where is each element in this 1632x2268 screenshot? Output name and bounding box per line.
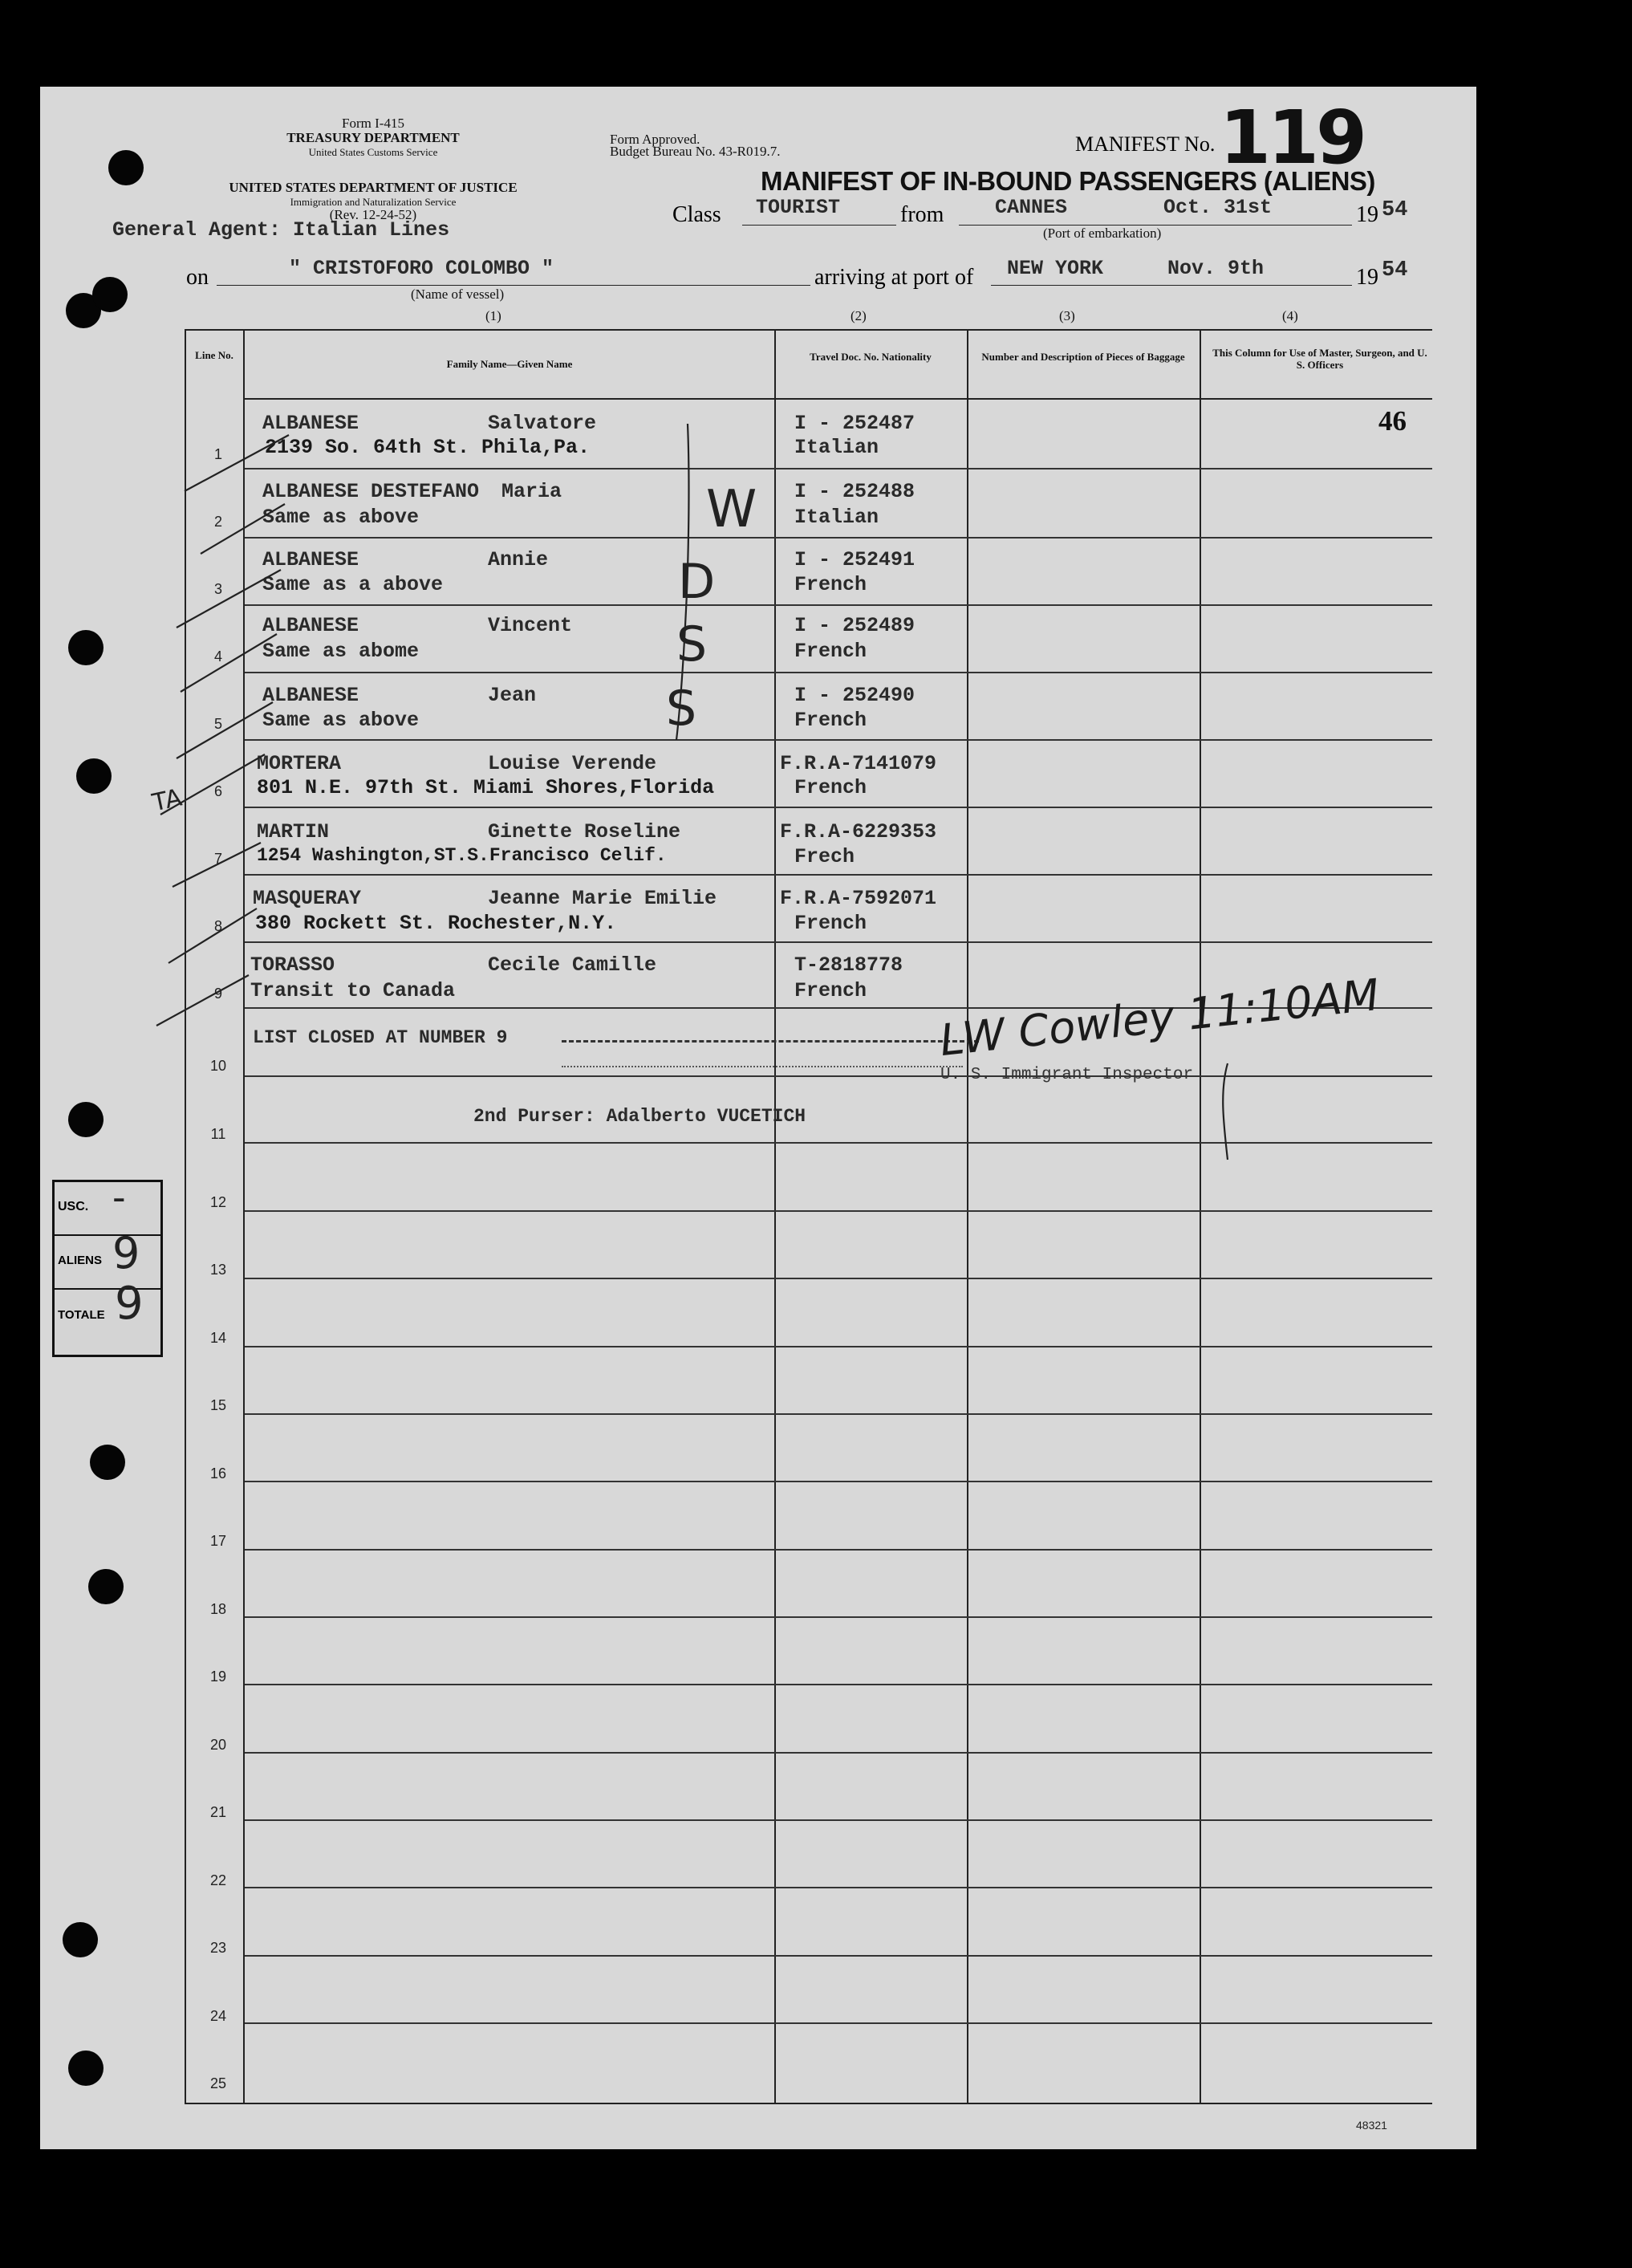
- treasury-dept: TREASURY DEPARTMENT: [286, 130, 460, 145]
- given-name: Jean: [488, 684, 537, 707]
- col-num-2: (2): [851, 308, 867, 323]
- given-name: Maria: [501, 480, 562, 503]
- manifest-label: MANIFEST No.: [1075, 132, 1216, 156]
- travel-doc: I - 252488: [794, 480, 915, 503]
- tally-usc-label: USC.: [58, 1200, 89, 1213]
- given-name: Jeanne Marie Emilie: [488, 887, 717, 910]
- nationality: French: [794, 979, 867, 1002]
- line-number: 15: [209, 1397, 227, 1413]
- list-closed: LIST CLOSED AT NUMBER 9: [253, 1027, 508, 1048]
- inspector-signature: LW Cowley 11:10AM: [937, 969, 1382, 1066]
- handwritten-code: S: [666, 681, 697, 737]
- line-number: 4: [213, 648, 222, 665]
- address: 2139 So. 64th St. Phila,Pa.: [265, 436, 591, 459]
- page-mark: 46: [1378, 405, 1407, 437]
- arrival-year-suffix: 54: [1382, 258, 1408, 282]
- line-number: 6: [213, 783, 222, 799]
- footer-code: 48321: [1356, 2119, 1387, 2132]
- travel-doc: F.R.A-7592071: [780, 887, 937, 910]
- address: Same as above: [262, 709, 420, 732]
- arrival-port: NEW YORK: [1007, 257, 1104, 280]
- header-officers: This Column for Use of Master, Surgeon, and U. S. Officers: [1212, 347, 1427, 371]
- budget-bureau: Budget Bureau No. 43-R019.7.: [610, 144, 781, 159]
- nationality: French: [794, 912, 867, 935]
- line-number: 12: [209, 1194, 227, 1210]
- form-number: Form I-415: [342, 116, 404, 131]
- travel-doc: F.R.A-7141079: [780, 752, 937, 775]
- line-number: 25: [209, 2075, 227, 2091]
- given-name: Ginette Roseline: [488, 820, 681, 843]
- from-port: CANNES: [995, 196, 1068, 219]
- handwritten-code: D: [678, 554, 716, 610]
- from-label: from: [900, 202, 944, 227]
- nationality: Italian: [794, 506, 879, 529]
- arrival-year-prefix: 19: [1356, 265, 1378, 290]
- address: Same as a above: [262, 573, 444, 596]
- given-name: Louise Verende: [488, 752, 657, 775]
- from-year-prefix: 19: [1356, 202, 1378, 227]
- line-number: 19: [209, 1668, 227, 1685]
- line-number: 14: [209, 1330, 227, 1346]
- address: 1254 Washington,ST.S.Francisco Celif.: [257, 845, 667, 866]
- justice-dept: UNITED STATES DEPARTMENT OF JUSTICE: [229, 180, 518, 195]
- nationality: Italian: [794, 436, 879, 459]
- header-baggage: Number and Description of Pieces of Baggage: [981, 351, 1185, 363]
- form-approved: Form Approved.: [610, 132, 700, 147]
- tally-aliens-label: ALIENS: [58, 1254, 103, 1267]
- family-name: ALBANESE: [262, 548, 359, 571]
- travel-doc: I - 252490: [794, 684, 915, 707]
- travel-doc: F.R.A-6229353: [780, 820, 937, 843]
- arriving-label: arriving at port of: [814, 265, 974, 290]
- address: 380 Rockett St. Rochester,N.Y.: [255, 912, 617, 935]
- inspector-label: U. S. Immigrant Inspector: [940, 1066, 1194, 1084]
- port-embarkation-label: (Port of embarkation): [1043, 226, 1162, 241]
- purser-note: 2nd Purser: Adalberto VUCETICH: [473, 1106, 806, 1127]
- line-number: 20: [209, 1737, 227, 1753]
- on-label: on: [186, 265, 209, 290]
- line-number: 7: [213, 851, 222, 867]
- col-num-3: (3): [1059, 308, 1075, 323]
- col-num-4: (4): [1282, 308, 1298, 323]
- given-name: Cecile Camille: [488, 953, 657, 977]
- nationality: French: [794, 640, 867, 663]
- line-number: 9: [213, 986, 222, 1002]
- nationality: French: [794, 776, 867, 799]
- header-name: Family Name—Given Name: [446, 358, 573, 370]
- customs-service: United States Customs Service: [308, 146, 438, 158]
- nationality: French: [794, 709, 867, 732]
- col-num-1: (1): [485, 308, 501, 323]
- family-name: TORASSO: [250, 953, 335, 977]
- from-year-suffix: 54: [1382, 198, 1408, 222]
- from-date: Oct. 31st: [1163, 196, 1273, 219]
- travel-doc: I - 252491: [794, 548, 915, 571]
- line-number: 23: [209, 1940, 227, 1956]
- family-name: ALBANESE: [262, 614, 359, 637]
- line-number: 17: [209, 1533, 227, 1549]
- class-value: TOURIST: [756, 196, 841, 219]
- address: 801 N.E. 97th St. Miami Shores,Florida: [257, 776, 715, 799]
- line-number: 10: [209, 1058, 227, 1074]
- line-number: 2: [213, 514, 222, 530]
- address: Same as abome: [262, 640, 420, 663]
- line-number: 24: [209, 2008, 227, 2024]
- manifest-number: 119: [1220, 95, 1365, 181]
- family-name: MARTIN: [257, 820, 330, 843]
- line-number: 11: [210, 1126, 226, 1142]
- given-name: Vincent: [488, 614, 573, 637]
- vessel-name: " CRISTOFORO COLOMBO ": [289, 257, 554, 280]
- travel-doc: I - 252487: [794, 412, 915, 435]
- family-name: MASQUERAY: [253, 887, 362, 910]
- tally-aliens-value: 9: [112, 1228, 140, 1278]
- line-number: 1: [213, 446, 222, 462]
- form-revision: (Rev. 12-24-52): [329, 207, 417, 222]
- handwritten-code: W: [706, 480, 757, 539]
- arrival-date: Nov. 9th: [1167, 257, 1265, 280]
- header-travel-doc: Travel Doc. No. Nationality: [810, 351, 932, 363]
- manifest-title: MANIFEST OF IN-BOUND PASSENGERS (ALIENS): [761, 166, 1375, 196]
- travel-doc: I - 252489: [794, 614, 915, 637]
- family-name: ALBANESE: [262, 684, 359, 707]
- line-number: 3: [213, 581, 222, 597]
- family-name: ALBANESE: [262, 412, 359, 435]
- ta-mark: TA: [149, 783, 185, 818]
- travel-doc: T-2818778: [794, 953, 903, 977]
- vessel-label: (Name of vessel): [411, 287, 505, 302]
- line-number: 16: [209, 1465, 227, 1482]
- line-number: 5: [213, 716, 222, 732]
- tally-total-label: TOTALE: [58, 1308, 105, 1322]
- line-number: 8: [213, 918, 222, 934]
- family-name: ALBANESE DESTEFANO: [262, 480, 480, 503]
- line-number: 18: [209, 1601, 227, 1617]
- line-number: 13: [209, 1262, 227, 1278]
- tally-total-value: 9: [115, 1278, 144, 1330]
- address: Same as above: [262, 506, 420, 529]
- address: Transit to Canada: [250, 979, 456, 1002]
- handwritten-code: S: [676, 616, 708, 673]
- given-name: Annie: [488, 548, 549, 571]
- class-label: Class: [672, 202, 721, 227]
- nationality: French: [794, 573, 867, 596]
- general-agent: General Agent: Italian Lines: [112, 218, 450, 242]
- family-name: MORTERA: [257, 752, 342, 775]
- tally-usc-value: -: [112, 1176, 126, 1219]
- nationality: Frech: [794, 845, 855, 868]
- given-name: Salvatore: [488, 412, 597, 435]
- line-number: 21: [209, 1804, 227, 1820]
- ins-service: Immigration and Naturalization Service: [290, 196, 457, 208]
- header-line-no: Line No.: [195, 349, 233, 361]
- line-number: 22: [209, 1872, 227, 1888]
